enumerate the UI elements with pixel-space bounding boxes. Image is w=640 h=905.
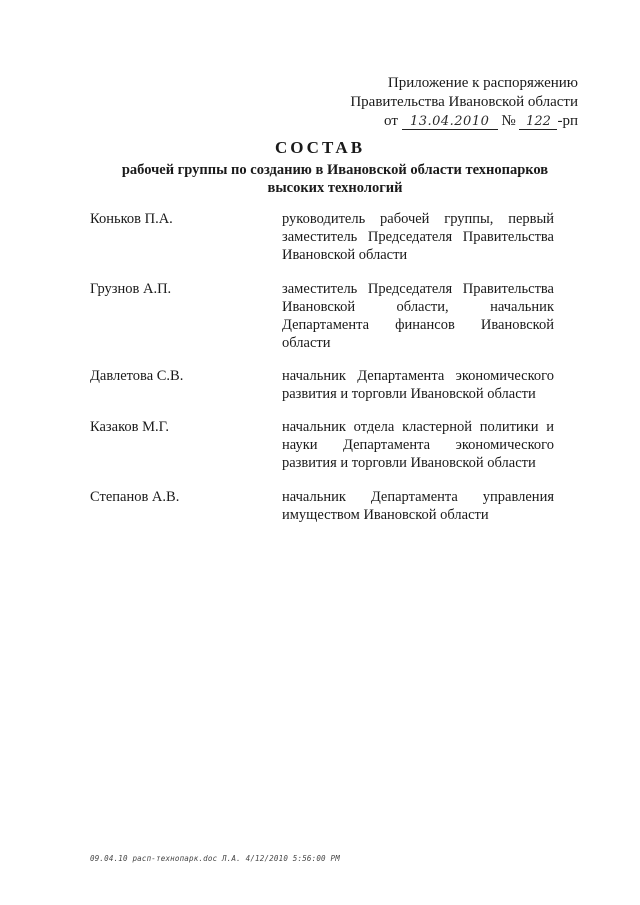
document-subtitle [90, 161, 580, 197]
subtitle-line-1: рабочей группы по созданию в Ивановской области технопарков [121, 162, 549, 178]
member-row [90, 418, 554, 472]
member-row [90, 210, 554, 264]
member-role: заместитель Председателя Правительства Ивановской области, начальник Департамента финансов Ивановской области [282, 281, 554, 351]
member-row [90, 488, 554, 524]
number-label: № [501, 113, 516, 129]
handwritten-date: 13.04.2010 [402, 115, 498, 130]
members-list [90, 210, 554, 524]
member-name: Грузнов А.П. [90, 281, 172, 297]
appendix-line-1: Приложение к распоряжению [387, 75, 578, 91]
member-name: Давлетова С.В. [90, 368, 184, 384]
appendix-line-2: Правительства Ивановской области [350, 94, 578, 110]
member-row [90, 280, 554, 352]
member-name: Степанов А.В. [90, 489, 180, 505]
subtitle-line-2: высоких технологий [267, 180, 403, 196]
file-footer: 09.04.10 расп-технопарк.doc Л.А. 4/12/2010 5:56:00 PM [90, 854, 340, 863]
appendix-line-3 [350, 112, 578, 131]
member-role: начальник Департамента управления имуществом Ивановской области [282, 489, 554, 523]
member-role: начальник Департамента экономического развития и торговли Ивановской области [282, 368, 554, 402]
from-label: от [384, 113, 398, 129]
member-role: руководитель рабочей группы, первый заместитель Председателя Правительства Ивановской области [282, 211, 554, 263]
member-role: начальник отдела кластерной политики и науки Департамента экономического развития и торговли Ивановской области [282, 419, 554, 471]
number-suffix: -рп [557, 113, 578, 129]
member-row [90, 367, 554, 403]
member-name: Казаков М.Г. [90, 419, 169, 435]
document-title: СОСТАВ [274, 138, 366, 157]
appendix-header [350, 74, 578, 131]
handwritten-number: 122 [519, 115, 557, 130]
member-name: Коньков П.А. [90, 211, 173, 227]
